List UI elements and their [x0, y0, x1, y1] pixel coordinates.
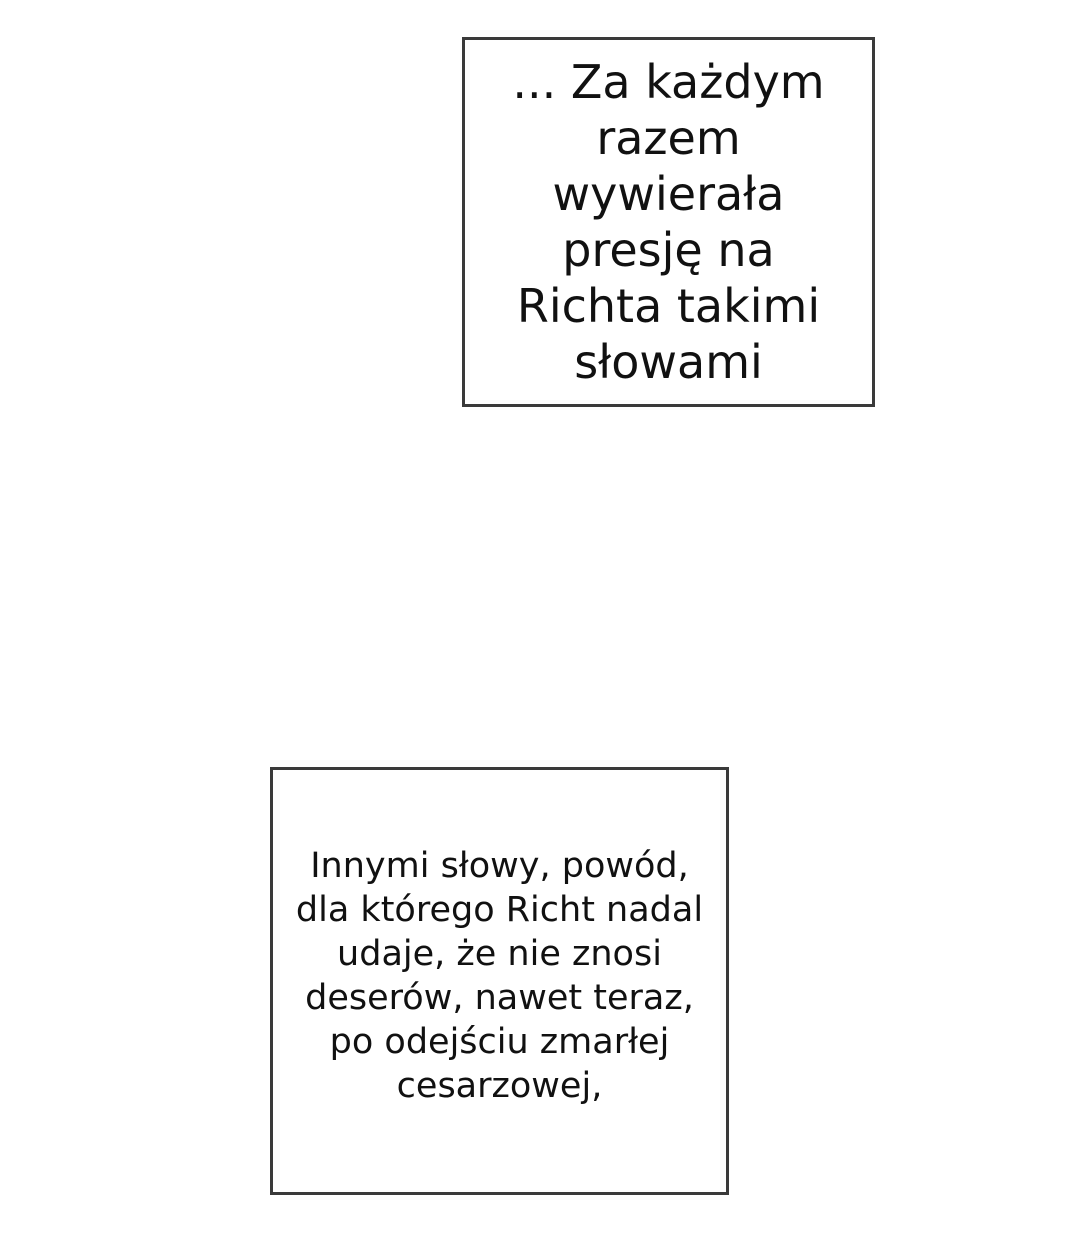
caption-text-bottom: Innymi słowy, powód, dla którego Richt nadal udaje, że nie znosi deserów, nawet teraz, po odejściu zmarłej cesarzowej, [295, 846, 704, 1106]
caption-box-bottom [270, 767, 729, 1195]
caption-box-top [462, 37, 875, 407]
caption-text-top: ... Za każdym razem wywierała presję na Richta takimi słowami [512, 55, 825, 389]
